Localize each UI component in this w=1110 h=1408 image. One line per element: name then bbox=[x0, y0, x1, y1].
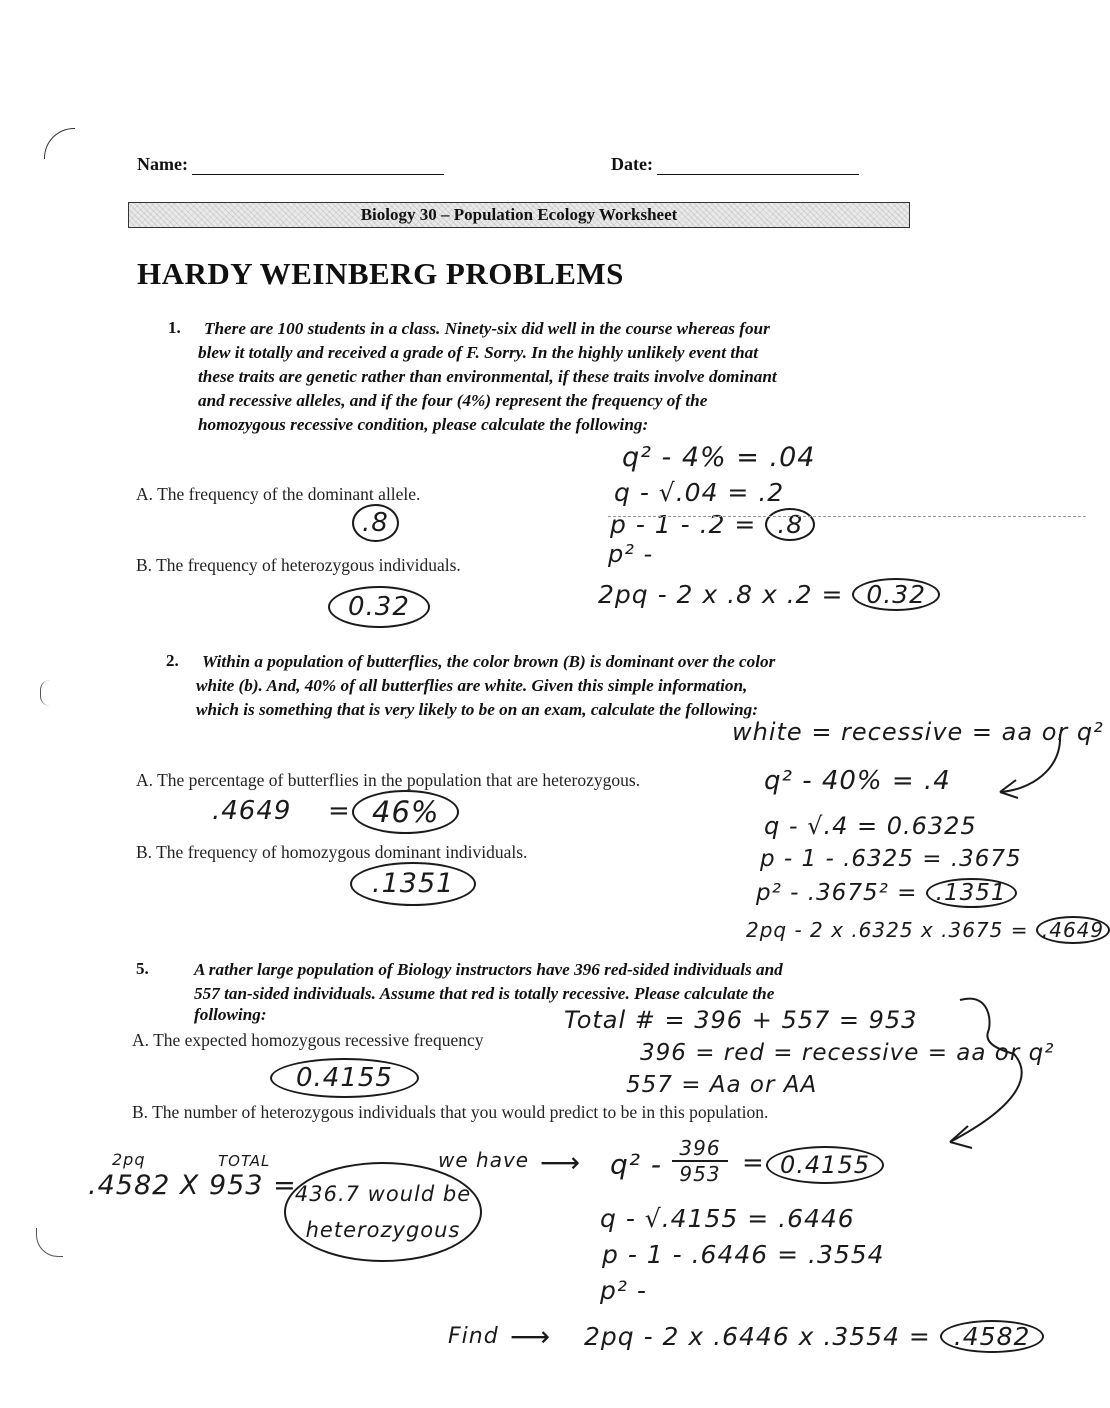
q2-work-white-recessive: white = recessive = aa or q² bbox=[732, 718, 1104, 746]
q5-work-we-have: we have bbox=[438, 1148, 530, 1172]
q5-work-red: 396 = red = recessive = aa or q² bbox=[640, 1040, 1055, 1066]
question-2a-work: .4649 bbox=[212, 796, 292, 826]
question-1a-answer: .8 bbox=[352, 504, 399, 542]
q2-work-line-2: q - √.4 = 0.6325 bbox=[764, 812, 977, 840]
q5-work-q2: q² - bbox=[610, 1148, 663, 1181]
q2-work-line-3: p - 1 - .6325 = .3675 bbox=[760, 846, 1022, 872]
q5-work-2pq-answer: .4582 bbox=[940, 1320, 1045, 1353]
q1-work-line-5-answer: 0.32 bbox=[852, 578, 940, 611]
q2-work-line-4 bbox=[756, 880, 1017, 906]
q5-work-p2: p² - bbox=[600, 1276, 647, 1305]
question-5-line: following: bbox=[194, 1005, 267, 1024]
q1-work-line-5 bbox=[598, 580, 940, 609]
q5-work-q: q - √.4155 = .6446 bbox=[600, 1204, 855, 1233]
q2-work-line-4-expr: p² - .3675² = bbox=[756, 880, 918, 906]
date-underline[interactable] bbox=[657, 158, 859, 175]
question-2a-text: A. The percentage of butterflies in the population that are heterozygous. bbox=[136, 770, 641, 790]
q5-arrow-find-icon: ⟶ bbox=[510, 1320, 552, 1353]
q5-work-p: p - 1 - .6446 = .3554 bbox=[602, 1240, 885, 1269]
question-1-line: and recessive alleles, and if the four (4%) represent the frequency of the bbox=[198, 391, 708, 410]
q2-work-line-5-expr: 2pq - 2 x .6325 x .3675 = bbox=[746, 918, 1029, 942]
question-1-number: 1. bbox=[168, 318, 181, 337]
question-2-line: white (b). And, 40% of all butterflies are white. Given this simple information, bbox=[196, 676, 748, 695]
worksheet-banner: Biology 30 – Population Ecology Worksheet bbox=[128, 202, 910, 228]
date-field[interactable] bbox=[611, 154, 859, 175]
question-2-number: 2. bbox=[166, 651, 179, 670]
question-2b-answer: .1351 bbox=[350, 862, 476, 906]
question-5-line: A rather large population of Biology instructors have 396 red-sided individuals and bbox=[194, 960, 783, 979]
scan-mark-top-left bbox=[44, 128, 75, 159]
question-5a-answer: 0.4155 bbox=[270, 1058, 419, 1098]
q1-work-line-1: q² - 4% = .04 bbox=[622, 442, 816, 473]
scan-mark-bottom-left bbox=[36, 1228, 63, 1257]
question-2a-equals: = bbox=[328, 796, 351, 826]
q5-work-result: 436.7 would be heterozygous bbox=[284, 1162, 482, 1262]
q5-work-fraction-bottom: 953 bbox=[679, 1162, 721, 1186]
q1-work-line-2: q - √.04 = .2 bbox=[614, 478, 785, 507]
q5-work-calc: .4582 X 953 = bbox=[88, 1170, 297, 1201]
question-1a-text: A. The frequency of the dominant allele. bbox=[136, 484, 421, 504]
question-2-text bbox=[196, 650, 916, 722]
q5-work-find: Find bbox=[448, 1324, 499, 1349]
q1-work-line-3-answer: .8 bbox=[765, 508, 815, 541]
name-label: Name: bbox=[137, 154, 188, 174]
q5-arrow-icon bbox=[930, 992, 1040, 1162]
q5-work-2pq-expr: 2pq - 2 x .6446 x .3554 = bbox=[584, 1322, 931, 1351]
q5-arrow-we-have-icon: ⟶ bbox=[540, 1146, 582, 1179]
question-2a-answer: 46% bbox=[352, 790, 459, 834]
q5-work-tan: 557 = Aa or AA bbox=[626, 1072, 818, 1098]
q2-work-line-4-answer: .1351 bbox=[926, 878, 1017, 908]
page-title: HARDY WEINBERG PROBLEMS bbox=[137, 256, 624, 291]
q5-work-fraction bbox=[672, 1136, 728, 1186]
date-label: Date: bbox=[611, 154, 653, 174]
question-1-line: blew it totally and received a grade of F. Sorry. In the highly unlikely event that bbox=[198, 343, 759, 362]
q2-arrow-icon bbox=[990, 730, 1070, 800]
question-1-line: these traits are genetic rather than environmental, if these traits involve dominant bbox=[198, 367, 777, 386]
question-1-text bbox=[198, 317, 918, 437]
question-2-line: which is something that is very likely to be on an exam, calculate the following: bbox=[196, 700, 758, 719]
name-underline[interactable] bbox=[192, 158, 444, 175]
question-2b-text: B. The frequency of homozygous dominant individuals. bbox=[136, 842, 528, 862]
q2-work-line-1: q² - 40% = .4 bbox=[764, 766, 951, 796]
q5-work-fraction-top: 396 bbox=[672, 1136, 728, 1162]
q5-label-total: TOTAL bbox=[218, 1152, 271, 1170]
scan-rule-line bbox=[608, 516, 1086, 517]
question-5a-text: A. The expected homozygous recessive frequency bbox=[132, 1030, 484, 1050]
question-1-line: There are 100 students in a class. Ninety-six did well in the course whereas four bbox=[204, 319, 770, 338]
q5-work-2pq bbox=[584, 1322, 1044, 1351]
q5-work-total: Total # = 396 + 557 = 953 bbox=[564, 1006, 918, 1034]
q1-work-line-4: p² - bbox=[608, 540, 654, 568]
q2-work-line-5-answer: .4649 bbox=[1036, 916, 1110, 944]
q1-work-line-3 bbox=[610, 510, 815, 539]
q2-work-line-5 bbox=[746, 918, 1110, 942]
question-1-line: homozygous recessive condition, please calculate the following: bbox=[198, 415, 649, 434]
question-5-number: 5. bbox=[136, 959, 149, 978]
q5-work-q2-equals: = bbox=[742, 1148, 765, 1178]
question-1b-answer: 0.32 bbox=[328, 586, 430, 628]
scan-mark-left-mid bbox=[40, 680, 51, 706]
question-5b-text: B. The number of heterozygous individuals that you would predict to be in this population. bbox=[132, 1102, 769, 1122]
name-field[interactable] bbox=[137, 154, 444, 175]
q5-work-q2-answer: 0.4155 bbox=[766, 1146, 884, 1184]
question-5-line: 557 tan-sided individuals. Assume that red is totally recessive. Please calculate the bbox=[194, 984, 775, 1003]
q1-work-line-3-expr: p - 1 - .2 = bbox=[610, 510, 757, 539]
q5-label-2pq: 2pq bbox=[112, 1150, 146, 1169]
question-1b-text: B. The frequency of heterozygous individuals. bbox=[136, 555, 461, 575]
question-2-line: Within a population of butterflies, the color brown (B) is dominant over the color bbox=[202, 652, 776, 671]
q1-work-line-5-expr: 2pq - 2 x .8 x .2 = bbox=[598, 580, 844, 609]
